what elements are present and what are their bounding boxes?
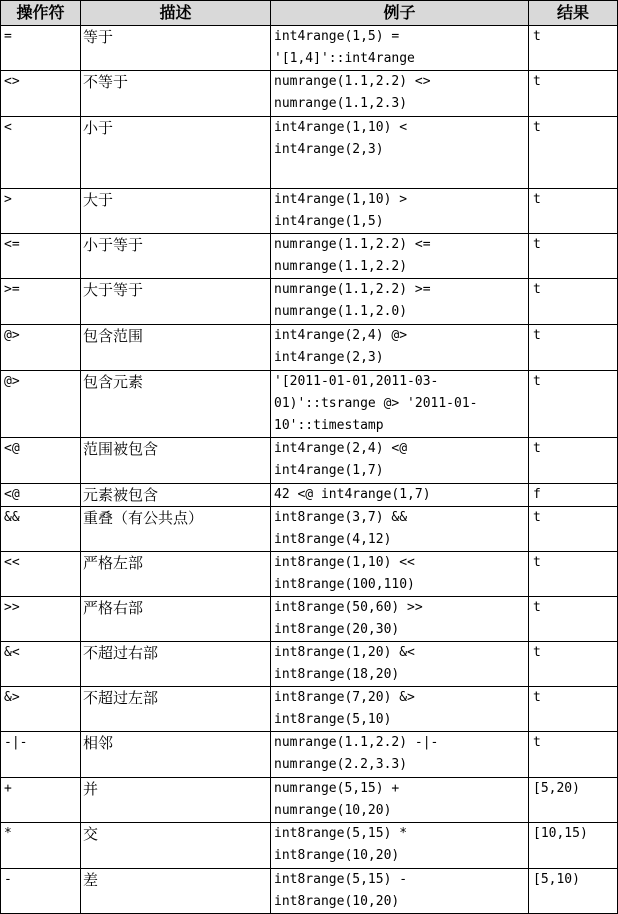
description-cell: 严格右部: [81, 597, 271, 642]
table-row: [1, 279, 618, 325]
result-cell: [10,15): [529, 823, 618, 869]
table-row: [1, 117, 618, 189]
example-cell: int8range(3,7) && int8range(4,12): [271, 507, 529, 552]
example-cell: int8range(5,15) * int8range(10,20): [271, 823, 529, 869]
result-cell: t: [529, 26, 618, 71]
operator-cell: <@: [1, 438, 81, 484]
example-cell: numrange(1.1,2.2) <= numrange(1.1,2.2): [271, 234, 529, 279]
description-cell: 交: [81, 823, 271, 869]
table-row: [1, 371, 618, 438]
operator-cell: &>: [1, 687, 81, 732]
result-cell: t: [529, 279, 618, 325]
operator-cell: &&: [1, 507, 81, 552]
example-cell: int8range(1,10) << int8range(100,110): [271, 552, 529, 597]
operator-cell: >=: [1, 279, 81, 325]
operator-cell: >>: [1, 597, 81, 642]
result-cell: t: [529, 732, 618, 778]
description-cell: 严格左部: [81, 552, 271, 597]
table-row: [1, 552, 618, 597]
description-cell: 差: [81, 869, 271, 914]
example-cell: int4range(1,10) < int4range(2,3): [271, 117, 529, 189]
result-cell: t: [529, 325, 618, 371]
example-cell: int8range(1,20) &< int8range(18,20): [271, 642, 529, 687]
operator-cell: <=: [1, 234, 81, 279]
result-cell: t: [529, 507, 618, 552]
description-cell: 包含元素: [81, 371, 271, 438]
table-row: [1, 823, 618, 869]
description-cell: 包含范围: [81, 325, 271, 371]
operator-cell: @>: [1, 371, 81, 438]
description-cell: 并: [81, 778, 271, 823]
example-cell: numrange(1.1,2.2) >= numrange(1.1,2.0): [271, 279, 529, 325]
description-cell: 等于: [81, 26, 271, 71]
description-cell: 重叠（有公共点）: [81, 507, 271, 552]
description-cell: 元素被包含: [81, 484, 271, 507]
example-cell: int8range(7,20) &> int8range(5,10): [271, 687, 529, 732]
operator-cell: -: [1, 869, 81, 914]
example-cell: '[2011-01-01,2011-03- 01)'::tsrange @> '2011-01- 10'::timestamp: [271, 371, 529, 438]
result-cell: t: [529, 234, 618, 279]
table-row: [1, 687, 618, 732]
table-row: [1, 507, 618, 552]
example-cell: 42 <@ int4range(1,7): [271, 484, 529, 507]
header-operator: 操作符: [1, 1, 81, 26]
result-cell: t: [529, 552, 618, 597]
description-cell: 大于等于: [81, 279, 271, 325]
description-cell: 不超过右部: [81, 642, 271, 687]
result-cell: t: [529, 642, 618, 687]
result-cell: f: [529, 484, 618, 507]
result-cell: t: [529, 371, 618, 438]
example-cell: numrange(1.1,2.2) -|- numrange(2.2,3.3): [271, 732, 529, 778]
example-cell: int8range(50,60) >> int8range(20,30): [271, 597, 529, 642]
description-cell: 范围被包含: [81, 438, 271, 484]
table-row: [1, 597, 618, 642]
table-row: [1, 71, 618, 117]
operator-cell: -|-: [1, 732, 81, 778]
example-cell: numrange(5,15) + numrange(10,20): [271, 778, 529, 823]
example-cell: int4range(1,10) > int4range(1,5): [271, 189, 529, 234]
table-row: [1, 869, 618, 914]
example-cell: int4range(2,4) <@ int4range(1,7): [271, 438, 529, 484]
table-row: [1, 26, 618, 71]
header-example: 例子: [271, 1, 529, 26]
description-cell: 不等于: [81, 71, 271, 117]
operator-cell: @>: [1, 325, 81, 371]
table-row: [1, 234, 618, 279]
example-cell: int4range(2,4) @> int4range(2,3): [271, 325, 529, 371]
header-description: 描述: [81, 1, 271, 26]
table-row: [1, 732, 618, 778]
operator-cell: +: [1, 778, 81, 823]
operator-cell: <@: [1, 484, 81, 507]
operator-cell: <: [1, 117, 81, 189]
example-cell: numrange(1.1,2.2) <> numrange(1.1,2.3): [271, 71, 529, 117]
table-row: [1, 778, 618, 823]
operator-cell: &<: [1, 642, 81, 687]
result-cell: t: [529, 117, 618, 189]
table-row: [1, 438, 618, 484]
operator-cell: <>: [1, 71, 81, 117]
result-cell: [5,20): [529, 778, 618, 823]
result-cell: t: [529, 597, 618, 642]
description-cell: 小于: [81, 117, 271, 189]
operator-cell: *: [1, 823, 81, 869]
operator-cell: <<: [1, 552, 81, 597]
result-cell: t: [529, 438, 618, 484]
example-cell: int4range(1,5) = '[1,4]'::int4range: [271, 26, 529, 71]
operator-cell: >: [1, 189, 81, 234]
table-row: [1, 642, 618, 687]
table-row: [1, 484, 618, 507]
header-row: [1, 1, 618, 26]
description-cell: 大于: [81, 189, 271, 234]
example-cell: int8range(5,15) - int8range(10,20): [271, 869, 529, 914]
description-cell: 相邻: [81, 732, 271, 778]
result-cell: t: [529, 189, 618, 234]
operator-cell: =: [1, 26, 81, 71]
result-cell: [5,10): [529, 869, 618, 914]
table-row: [1, 189, 618, 234]
result-cell: t: [529, 687, 618, 732]
table-row: [1, 325, 618, 371]
header-result: 结果: [529, 1, 618, 26]
result-cell: t: [529, 71, 618, 117]
description-cell: 小于等于: [81, 234, 271, 279]
description-cell: 不超过左部: [81, 687, 271, 732]
